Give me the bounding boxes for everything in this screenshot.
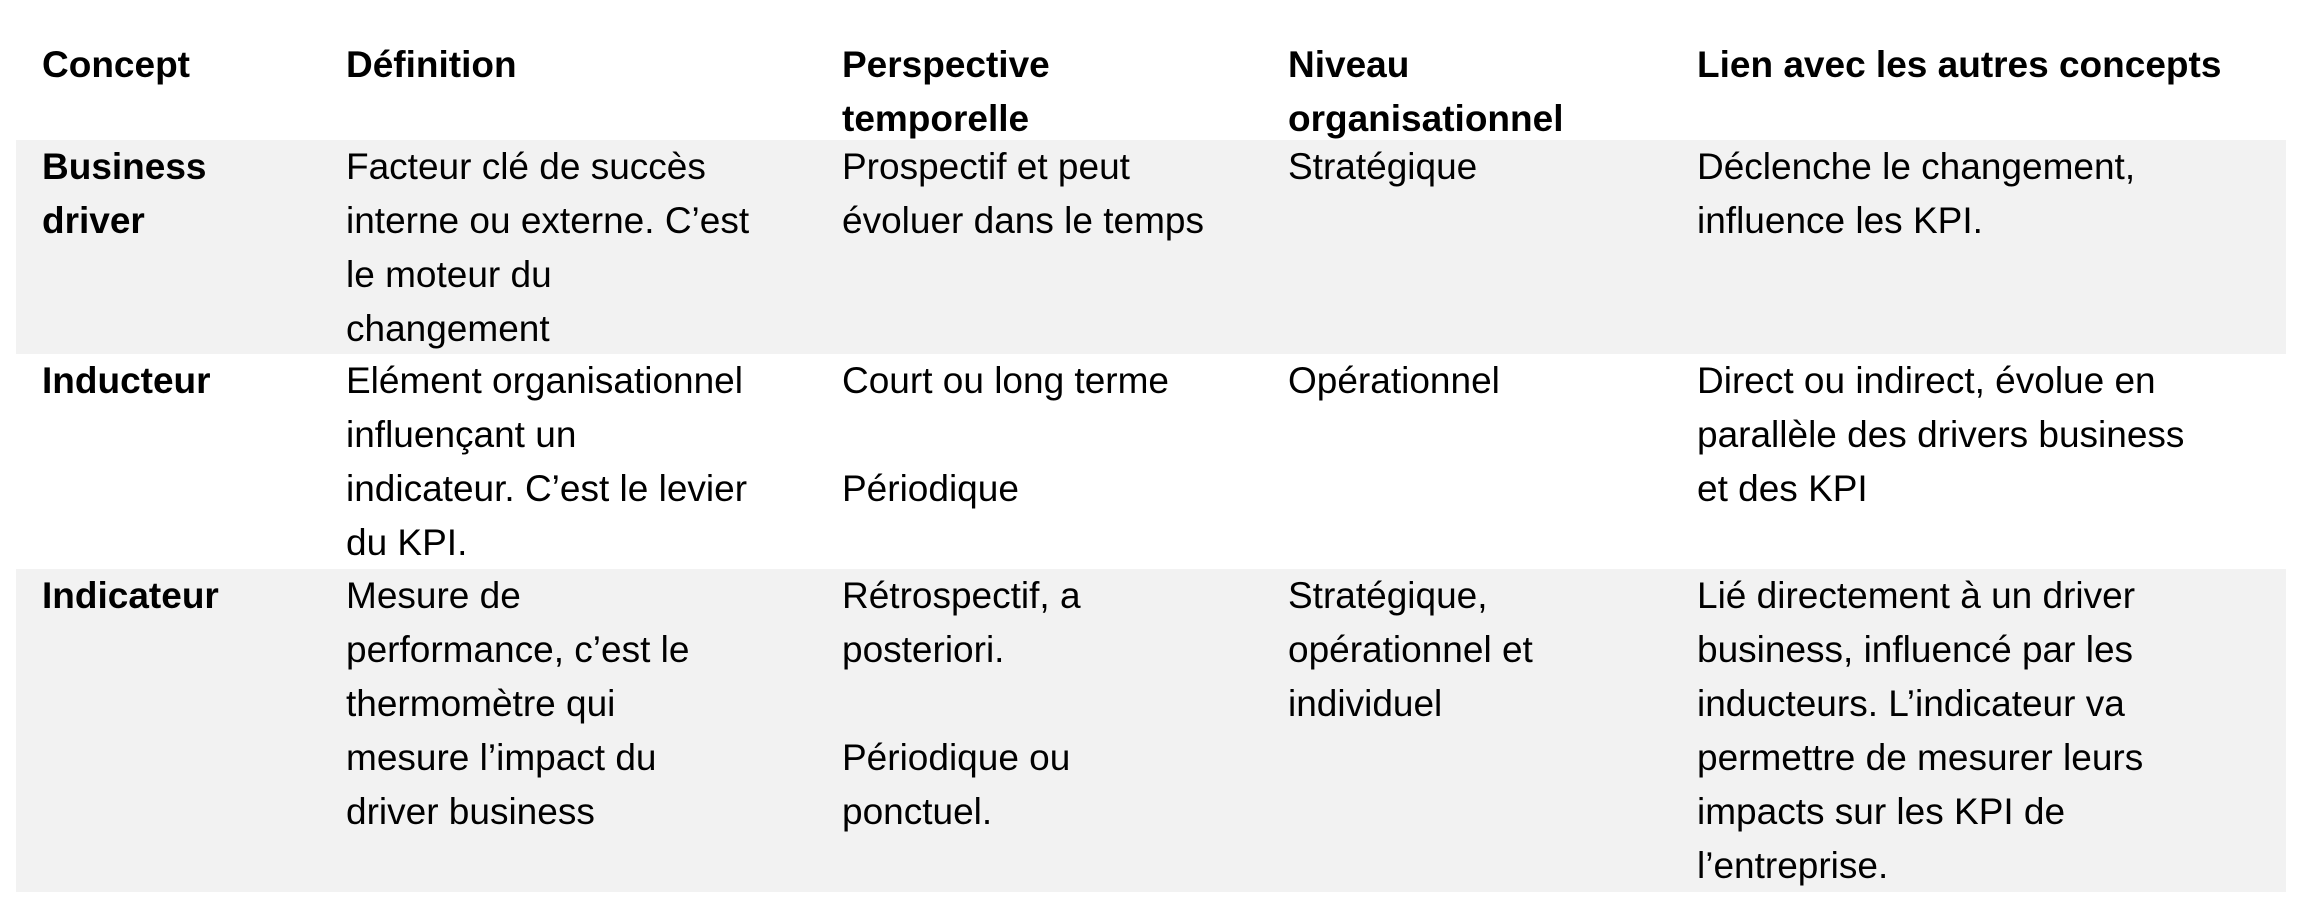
table-row: [16, 569, 2286, 892]
lien-cell: Lié directement à un driver business, influencé par les inducteurs. L’indicateur va permettre de mesurer leurs impacts sur les KPI de l’entreprise.: [1697, 575, 2144, 886]
definition-cell: Facteur clé de succès interne ou externe. C’est le moteur du changement: [346, 146, 750, 349]
header-niveau-organisationnel: Niveau organisationnel: [1288, 44, 1564, 139]
perspective-cell: Rétrospectif, a posteriori. Périodique ou ponctuel.: [842, 575, 1081, 832]
table-header-row: [16, 32, 2286, 140]
definition-cell: Elément organisationnel influençant un indicateur. C’est le levier du KPI.: [346, 360, 748, 563]
concept-cell: Inducteur: [42, 360, 211, 401]
header-lien-autres-concepts: Lien avec les autres concepts: [1697, 44, 2222, 85]
header-definition: Définition: [346, 44, 517, 85]
lien-cell: Déclenche le changement, influence les KPI.: [1697, 146, 2136, 241]
concept-cell: Business driver: [42, 146, 207, 241]
perspective-cell: Prospectif et peut évoluer dans le temps: [842, 146, 1204, 241]
table-row: [16, 140, 2286, 354]
concepts-table: [16, 32, 2286, 892]
niveau-cell: Opérationnel: [1288, 360, 1500, 401]
definition-cell: Mesure de performance, c’est le thermomètre qui mesure l’impact du driver business: [346, 575, 690, 832]
header-concept: Concept: [42, 44, 190, 85]
perspective-cell: Court ou long terme Périodique: [842, 360, 1170, 509]
table-row: [16, 354, 2286, 569]
niveau-cell: Stratégique, opérationnel et individuel: [1288, 575, 1533, 724]
lien-cell: Direct ou indirect, évolue en parallèle des drivers business et des KPI: [1697, 360, 2185, 509]
header-perspective-temporelle: Perspective temporelle: [842, 44, 1050, 139]
niveau-cell: Stratégique: [1288, 146, 1478, 187]
concept-cell: Indicateur: [42, 575, 219, 616]
